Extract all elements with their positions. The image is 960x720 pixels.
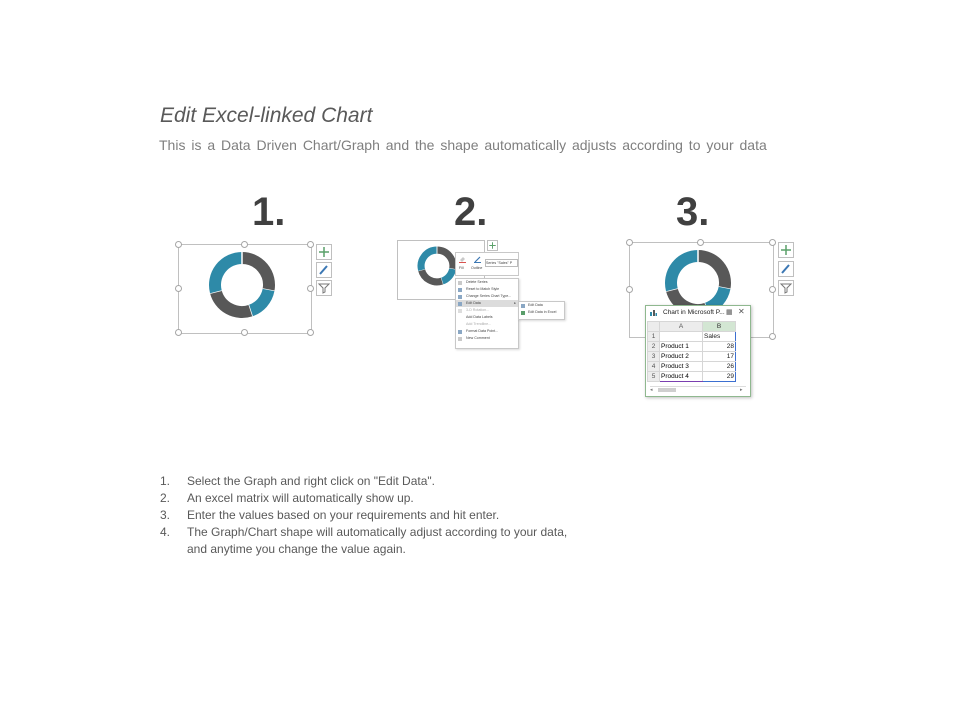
column-header-a[interactable]: A: [660, 322, 703, 332]
resize-handle[interactable]: [769, 333, 776, 340]
page-title: Edit Excel-linked Chart: [160, 104, 373, 127]
resize-handle[interactable]: [175, 329, 182, 336]
donut-segment[interactable]: [422, 270, 442, 282]
resize-handle[interactable]: [307, 329, 314, 336]
resize-handle[interactable]: [307, 241, 314, 248]
table-row: 3 Product 2 17: [648, 352, 746, 362]
donut-segment[interactable]: [671, 256, 698, 290]
list-item: 3. Enter the values based on your requirements and hit enter.: [160, 508, 500, 522]
reset-icon: [458, 288, 462, 292]
menu-item-edit-data[interactable]: Edit Data ▸: [456, 300, 518, 307]
list-item: 4. The Graph/Chart shape will automatically adjust according to your data,: [160, 525, 568, 539]
chart-styles-icon[interactable]: [316, 262, 332, 278]
table-row: 4 Product 3 26: [648, 362, 746, 372]
fill-icon[interactable]: [459, 256, 466, 263]
outline-label: Outline: [471, 266, 483, 270]
series-dropdown-label: Series "Sales" P: [486, 261, 513, 265]
submenu-arrow-icon: ▸: [514, 301, 516, 305]
donut-segment[interactable]: [242, 258, 269, 290]
scrollbar-thumb[interactable]: [658, 388, 676, 392]
chart-elements-icon[interactable]: [487, 240, 498, 251]
format-mini-toolbar: [455, 252, 519, 276]
column-header-b[interactable]: B: [703, 322, 736, 332]
list-item: 1. Select the Graph and right click on "Edit Data".: [160, 474, 435, 488]
horizontal-scrollbar[interactable]: [650, 386, 746, 393]
format-icon: [458, 330, 462, 334]
scroll-right-icon[interactable]: ▸: [740, 387, 743, 393]
resize-handle[interactable]: [626, 286, 633, 293]
grid-icon: [521, 304, 525, 308]
menu-item-add-data-labels[interactable]: Add Data Labels: [466, 315, 493, 319]
table-row: 2 Product 1 28: [648, 342, 746, 352]
donut-segment[interactable]: [250, 290, 268, 311]
context-menu: [455, 278, 519, 349]
resize-handle[interactable]: [769, 286, 776, 293]
menu-item-format-data-point[interactable]: Format Data Point...: [456, 328, 518, 335]
resize-handle[interactable]: [175, 285, 182, 292]
donut-segment[interactable]: [215, 258, 242, 292]
step-number-2: 2.: [454, 190, 488, 234]
excel-grid[interactable]: [647, 321, 746, 382]
corner-cell[interactable]: [648, 322, 660, 332]
donut-segment[interactable]: [216, 292, 250, 312]
menu-item-3d-rotation[interactable]: 3-D Rotation...: [456, 307, 518, 314]
chart-filters-icon[interactable]: [316, 280, 332, 296]
resize-handle[interactable]: [769, 239, 776, 246]
series-dropdown[interactable]: [485, 259, 518, 267]
donut-chart-2[interactable]: [414, 243, 460, 289]
delete-icon: [458, 281, 462, 285]
comment-icon: [458, 337, 462, 341]
donut-segment[interactable]: [437, 250, 453, 269]
resize-handle[interactable]: [626, 239, 633, 246]
close-icon[interactable]: ✕: [738, 307, 745, 316]
fill-label: Fill: [459, 266, 464, 270]
step-number-1: 1.: [252, 190, 286, 234]
chart-elements-icon[interactable]: [778, 242, 794, 258]
chart-type-icon: [458, 295, 462, 299]
chart-styles-icon[interactable]: [778, 261, 794, 277]
submenu-item-edit-data[interactable]: Edit Data: [519, 302, 564, 309]
resize-handle[interactable]: [175, 241, 182, 248]
excel-data-window: [645, 305, 751, 397]
menu-item-change-chart-type[interactable]: Change Series Chart Type...: [456, 293, 518, 300]
chart-filters-icon[interactable]: [778, 280, 794, 296]
rotation-icon: [458, 309, 462, 313]
page-subtitle: This is a Data Driven Chart/Graph and the shape automatically adjusts according to your data: [159, 137, 767, 153]
list-item: 2. An excel matrix will automatically show up.: [160, 491, 414, 505]
resize-handle[interactable]: [241, 329, 248, 336]
chart-icon: [650, 310, 657, 316]
menu-item-new-comment[interactable]: New Comment: [456, 335, 518, 342]
menu-item-reset-style[interactable]: Reset to Match Style: [456, 286, 518, 293]
donut-segment[interactable]: [698, 256, 725, 288]
instructions-list: [160, 473, 567, 558]
edit-data-icon: [458, 302, 462, 306]
list-item: and anytime you change the value again.: [187, 542, 406, 556]
excel-icon: [521, 311, 525, 315]
resize-handle[interactable]: [307, 285, 314, 292]
table-row: 5 Product 4 29: [648, 372, 746, 382]
chart-elements-icon[interactable]: [316, 244, 332, 260]
donut-chart-1[interactable]: [203, 246, 281, 324]
menu-item-add-trendline[interactable]: Add Trendline...: [466, 322, 492, 326]
excel-window-title: Chart in Microsoft P...: [663, 309, 725, 316]
donut-segment[interactable]: [421, 250, 437, 270]
outline-icon[interactable]: [474, 256, 481, 263]
table-row: 1 Sales: [648, 332, 746, 342]
edit-data-submenu: [518, 301, 565, 320]
edit-data-icon[interactable]: ▦: [726, 309, 733, 316]
scroll-left-icon[interactable]: ◂: [650, 387, 653, 393]
excel-title-bar: [646, 306, 750, 320]
donut-segment[interactable]: [442, 269, 453, 281]
submenu-item-edit-data-in-excel[interactable]: Edit Data in Excel: [519, 309, 564, 316]
menu-item-delete-series[interactable]: Delete Series: [456, 279, 518, 286]
step-number-3: 3.: [676, 190, 710, 234]
